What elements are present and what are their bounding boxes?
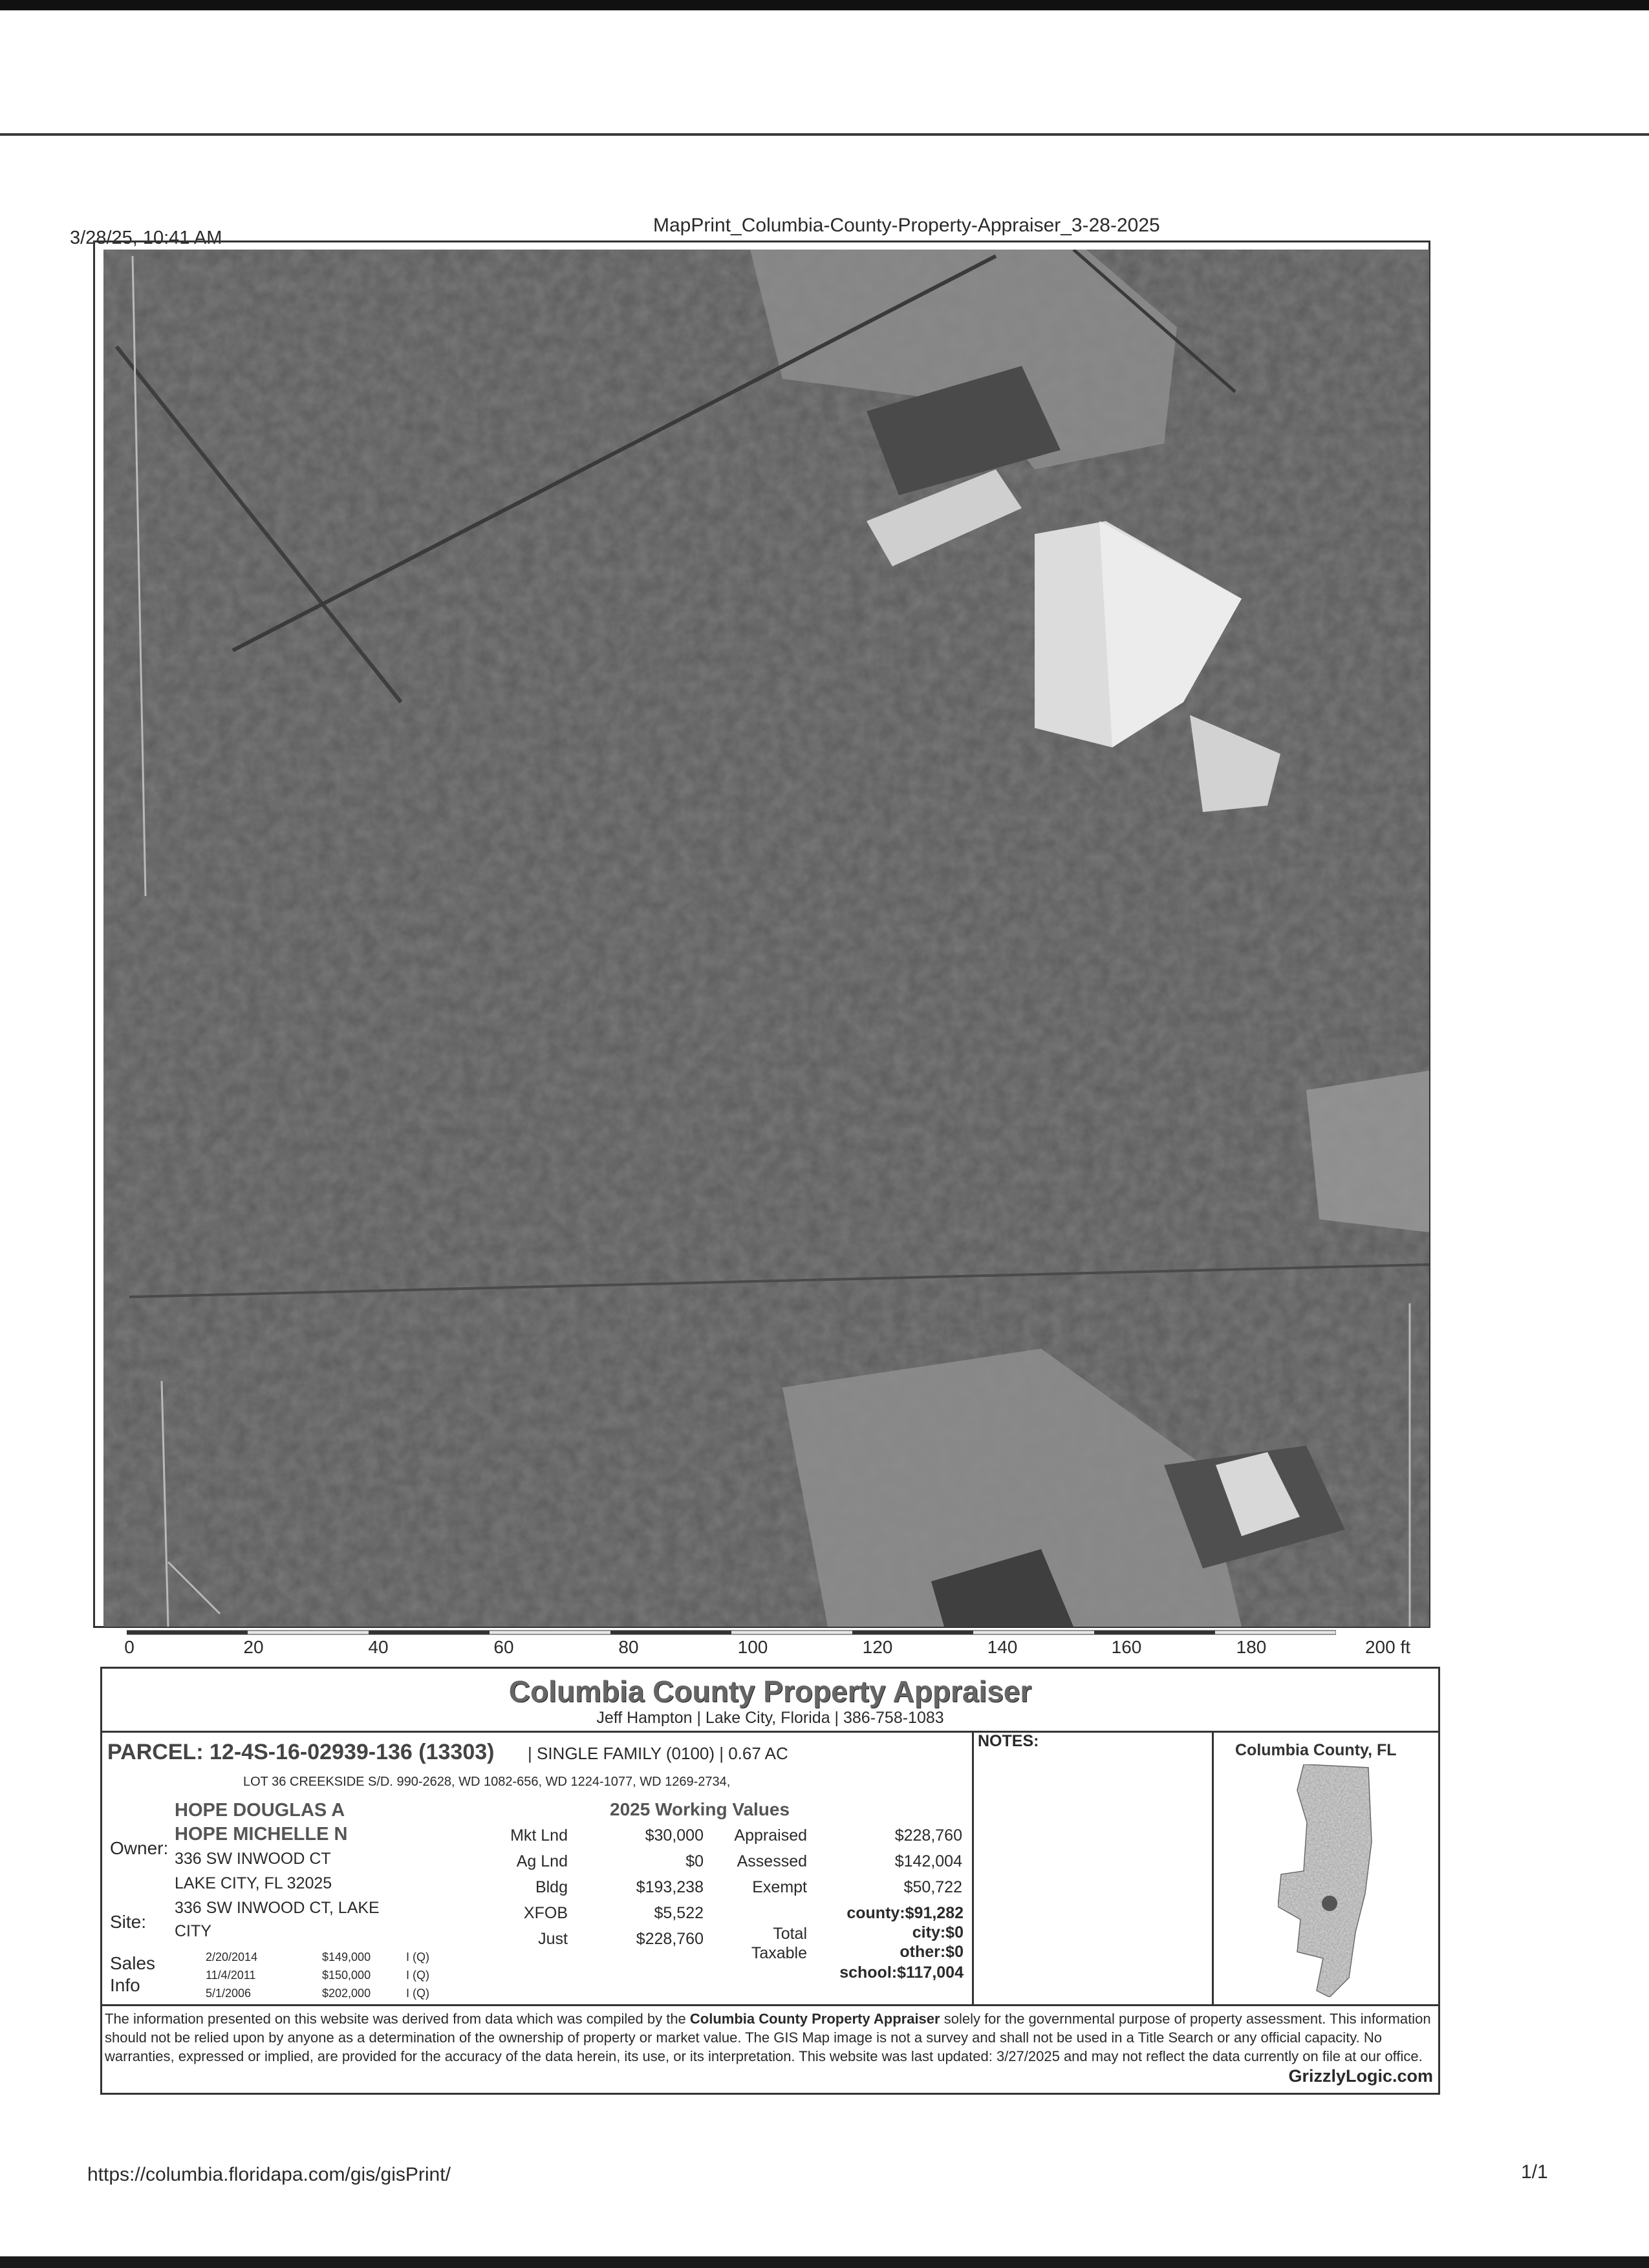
value-amount: $0 <box>685 1852 704 1870</box>
scale-label: 40 <box>368 1637 389 1657</box>
page-url: https://columbia.floridapa.com/gis/gisPrint/ <box>87 2164 451 2185</box>
appraised-label: Appraised <box>734 1826 807 1845</box>
city-taxable: city:$0 <box>912 1923 964 1942</box>
sale-date: 11/4/2011 <box>206 1969 256 1982</box>
page-number: 1/1 <box>1521 2161 1548 2183</box>
scale-label: 200 ft <box>1364 1637 1411 1657</box>
value-label: Just <box>538 1930 568 1948</box>
value-label: Ag Lnd <box>516 1852 568 1870</box>
value-label: Mkt Lnd <box>510 1826 568 1845</box>
site-address-1: 336 SW INWOOD CT, LAKE <box>175 1899 380 1917</box>
header-divider <box>102 1731 1438 1733</box>
assessed-label: Assessed <box>737 1852 807 1870</box>
scale-label: 80 <box>618 1637 639 1657</box>
scale-label: 120 <box>862 1637 893 1657</box>
sale-qualification: I (Q) <box>406 1951 429 1963</box>
scale-label: 140 <box>987 1637 1018 1657</box>
sales-info-label: Info <box>110 1975 140 1995</box>
scale-bar-line <box>127 1629 1336 1638</box>
assessed-value: $142,004 <box>894 1852 962 1870</box>
disclaimer-part-2: solely for the governmental purpose of property assessment. This information should not be relied upon by anyone as a determination of the ownership of property or market value. The GIS Map image is not a survey and shall not be used in a Title Search or any official capacity. No warranties, expressed or implied, are provided for the accuracy of the data herein, its use, or its interpretation. This website was last updated: 3/27/2025 and may not reflect the data currently on file at our office. <box>105 2011 1431 2064</box>
sale-price: $149,000 <box>322 1951 371 1963</box>
scan-fold-line <box>0 133 1649 136</box>
other-taxable: other:$0 <box>900 1943 964 1961</box>
notes-divider <box>972 1731 974 2005</box>
county-locator-map <box>1278 1764 1375 1997</box>
grizzlylogic-brand: GrizzlyLogic.com <box>1288 2066 1433 2086</box>
value-label: Bldg <box>535 1878 568 1896</box>
disclaimer-text <box>105 2009 1437 2066</box>
sale-date: 5/1/2006 <box>206 1987 252 2000</box>
school-taxable: school:$117,004 <box>839 1963 964 1982</box>
legal-description: LOT 36 CREEKSIDE S/D. 990-2628, WD 1082-656, WD 1224-1077, WD 1269-2734, <box>243 1775 731 1789</box>
scale-label: 100 <box>737 1637 768 1657</box>
value-amount: $5,522 <box>654 1904 704 1922</box>
scale-label: 0 <box>124 1637 135 1657</box>
aerial-map-image <box>103 250 1429 1627</box>
scan-top-edge <box>0 0 1649 10</box>
site-label: Site: <box>110 1912 147 1932</box>
document-title: MapPrint_Columbia-County-Property-Appraiser_3-28-2025 <box>653 215 1160 236</box>
taxable-label: Taxable <box>751 1944 807 1962</box>
value-amount: $193,238 <box>636 1878 704 1896</box>
disclaimer-divider <box>102 2004 1438 2006</box>
sale-date: 2/20/2014 <box>206 1951 258 1963</box>
sales-label: Sales <box>110 1953 156 1973</box>
parcel-use-acreage: | SINGLE FAMILY (0100) | 0.67 AC <box>528 1744 788 1763</box>
exempt-label: Exempt <box>752 1878 807 1896</box>
owner-name-2: HOPE MICHELLE N <box>175 1824 348 1845</box>
scan-bottom-edge <box>0 2256 1649 2268</box>
value-amount: $228,760 <box>636 1930 704 1948</box>
exempt-value: $50,722 <box>903 1878 962 1896</box>
scale-label: 60 <box>493 1637 514 1657</box>
owner-label: Owner: <box>110 1838 169 1858</box>
property-info-panel <box>100 1667 1440 2095</box>
notes-label: NOTES: <box>978 1732 1039 1750</box>
owner-name-1: HOPE DOUGLAS A <box>175 1800 345 1821</box>
disclaimer-appraiser: Columbia County Property Appraiser <box>689 2011 940 2027</box>
scale-label: 20 <box>243 1637 264 1657</box>
working-values-title: 2025 Working Values <box>610 1799 790 1819</box>
sale-qualification: I (Q) <box>406 1987 429 2000</box>
scale-label: 180 <box>1236 1637 1267 1657</box>
appraiser-title: Columbia County Property Appraiser <box>508 1674 1032 1708</box>
total-label: Total <box>773 1925 807 1943</box>
value-label: XFOB <box>523 1904 568 1922</box>
owner-address-2: LAKE CITY, FL 32025 <box>175 1874 332 1892</box>
parcel-id: PARCEL: 12-4S-16-02939-136 (13303) <box>107 1740 495 1764</box>
county-divider <box>1212 1731 1214 2005</box>
sale-qualification: I (Q) <box>406 1969 429 1982</box>
appraised-value: $228,760 <box>894 1826 962 1845</box>
county-name: Columbia County, FL <box>1235 1741 1397 1759</box>
county-taxable: county:$91,282 <box>846 1904 964 1922</box>
owner-address-1: 336 SW INWOOD CT <box>175 1850 331 1868</box>
disclaimer-part-1: The information presented on this website was derived from data which was compiled by the <box>105 2011 690 2027</box>
value-amount: $30,000 <box>645 1826 704 1845</box>
sale-price: $202,000 <box>322 1987 371 2000</box>
sale-price: $150,000 <box>322 1969 371 1982</box>
scale-label: 160 <box>1111 1637 1142 1657</box>
scale-bar <box>124 1629 1411 1668</box>
appraiser-subtitle: Jeff Hampton | Lake City, Florida | 386-758-1083 <box>596 1709 944 1727</box>
print-datetime: 3/28/25, 10:41 AM <box>70 228 222 248</box>
site-address-2: CITY <box>175 1922 211 1940</box>
